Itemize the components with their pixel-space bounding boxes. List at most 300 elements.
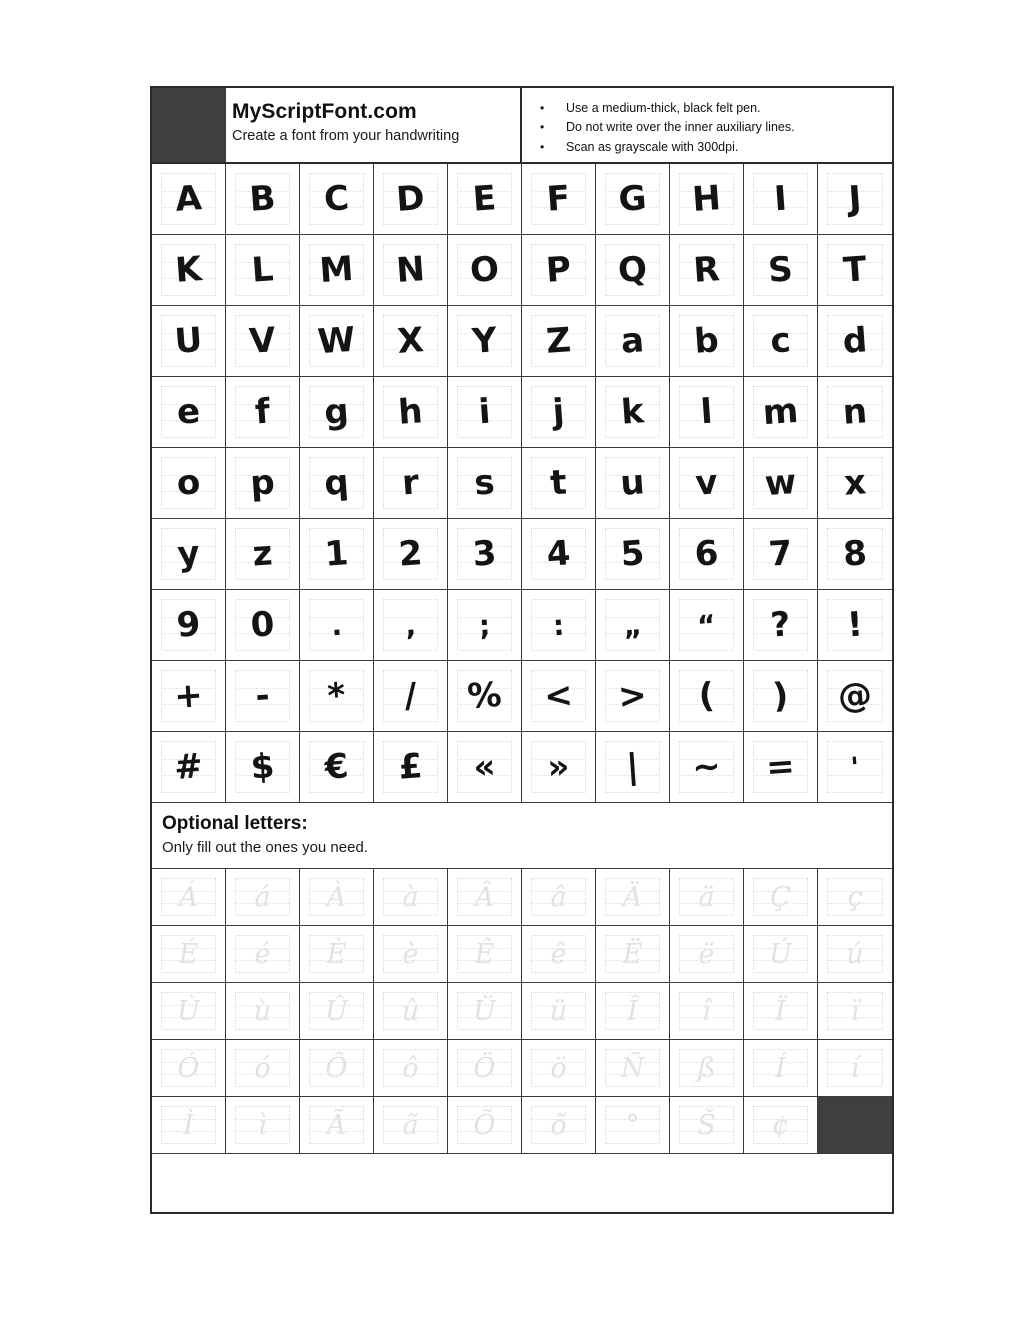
handwritten-glyph: » (546, 746, 571, 788)
handwritten-glyph: 8 (841, 533, 869, 575)
optional-template-glyph: â (550, 881, 567, 913)
handwritten-glyph: w (763, 461, 798, 505)
handwritten-glyph: « (472, 746, 497, 788)
optional-template-glyph: Í (775, 1052, 786, 1084)
optional-template-glyph: Û (325, 995, 348, 1027)
glyph-cell[interactable] (300, 732, 374, 803)
optional-glyph-cell[interactable] (152, 1040, 226, 1097)
optional-glyph-cell[interactable] (374, 1097, 448, 1154)
optional-glyph-cell[interactable] (818, 983, 892, 1040)
glyph-cell[interactable] (300, 235, 374, 306)
handwritten-glyph: / (402, 675, 419, 717)
glyph-cell[interactable] (596, 377, 670, 448)
optional-template-glyph: ï (850, 995, 860, 1027)
glyph-cell[interactable] (300, 377, 374, 448)
optional-template-glyph: Š (697, 1109, 716, 1141)
handwritten-glyph: z (251, 533, 274, 575)
handwritten-glyph: € (323, 746, 350, 788)
glyph-cell[interactable] (596, 590, 670, 661)
optional-template-glyph: Ï (775, 995, 786, 1027)
instruction-item (540, 138, 892, 157)
optional-glyph-cell[interactable] (226, 1040, 300, 1097)
brand-title: MyScriptFont.com (232, 100, 417, 123)
optional-glyph-cell[interactable] (226, 926, 300, 983)
glyph-cell[interactable] (448, 448, 522, 519)
handwritten-glyph: M (318, 248, 355, 292)
optional-glyph-cell[interactable] (300, 1040, 374, 1097)
glyph-cell[interactable] (226, 590, 300, 661)
optional-template-glyph: à (402, 881, 419, 913)
glyph-cell[interactable] (670, 519, 744, 590)
glyph-cell[interactable] (152, 732, 226, 803)
handwritten-glyph: % (466, 674, 503, 718)
handwritten-glyph: K (173, 249, 204, 291)
glyph-cell[interactable] (152, 235, 226, 306)
glyph-cell[interactable] (226, 235, 300, 306)
optional-template-glyph: Ç (770, 881, 791, 913)
handwritten-glyph: W (316, 319, 357, 363)
optional-glyph-cell[interactable] (448, 1097, 522, 1154)
optional-glyph-grid (152, 869, 892, 1154)
handwritten-glyph: h (397, 391, 424, 433)
optional-glyph-cell[interactable] (522, 1097, 596, 1154)
glyph-cell[interactable] (596, 235, 670, 306)
handwritten-glyph: V (247, 320, 278, 362)
handwritten-glyph: D (395, 178, 426, 220)
glyph-cell[interactable] (374, 164, 448, 235)
handwritten-glyph: > (616, 675, 649, 717)
glyph-cell[interactable] (670, 732, 744, 803)
glyph-cell[interactable] (744, 448, 818, 519)
optional-template-glyph: í (850, 1052, 860, 1084)
optional-template-glyph: Ö (473, 1052, 496, 1084)
optional-glyph-cell[interactable] (374, 1040, 448, 1097)
handwritten-glyph: = (764, 746, 797, 788)
optional-glyph-cell[interactable] (744, 1097, 818, 1154)
handwritten-glyph: * (326, 675, 347, 717)
handwritten-glyph: 9 (175, 604, 202, 646)
optional-template-glyph: Ô (325, 1052, 348, 1084)
handwritten-glyph: @ (836, 674, 874, 718)
handwritten-glyph: X (396, 320, 425, 362)
handwritten-glyph: O (468, 249, 501, 291)
handwritten-glyph: P (544, 249, 573, 291)
handwritten-glyph: I (772, 178, 789, 220)
brand-block (226, 88, 522, 162)
glyph-cell[interactable] (226, 377, 300, 448)
glyph-cell[interactable] (226, 306, 300, 377)
optional-template-glyph: ë (698, 938, 715, 970)
handwritten-glyph: l (699, 391, 714, 433)
glyph-cell[interactable] (448, 519, 522, 590)
optional-template-glyph: ù (253, 995, 272, 1027)
glyph-cell[interactable] (818, 732, 892, 803)
glyph-cell[interactable] (374, 306, 448, 377)
glyph-cell[interactable] (374, 519, 448, 590)
handwritten-glyph: L (250, 249, 275, 291)
optional-template-glyph: û (401, 995, 420, 1027)
optional-glyph-cell[interactable] (596, 983, 670, 1040)
glyph-cell[interactable] (300, 164, 374, 235)
glyph-cell[interactable] (818, 448, 892, 519)
handwritten-glyph: S (766, 249, 795, 291)
handwritten-glyph: + (172, 675, 205, 717)
worksheet-header (152, 88, 892, 164)
glyph-cell[interactable] (226, 661, 300, 732)
optional-template-glyph: ê (550, 938, 567, 970)
handwritten-glyph: < (542, 675, 575, 717)
instructions-list (522, 88, 892, 162)
optional-template-glyph: Õ (473, 1109, 496, 1141)
glyph-cell[interactable] (818, 306, 892, 377)
glyph-cell[interactable] (670, 306, 744, 377)
handwritten-glyph: 1 (323, 533, 350, 575)
handwritten-glyph: ) (771, 675, 790, 717)
handwritten-glyph: Z (544, 320, 573, 362)
handwritten-glyph: # (172, 746, 205, 788)
registration-mark-block (818, 1097, 892, 1154)
optional-template-glyph: Ê (474, 938, 495, 970)
glyph-cell[interactable] (448, 306, 522, 377)
instruction-text: Do not write over the inner auxiliary lines. (566, 120, 795, 135)
glyph-cell[interactable] (448, 377, 522, 448)
handwritten-glyph: “ (696, 607, 717, 643)
optional-template-glyph: Ë (622, 938, 643, 970)
logo-block (152, 88, 226, 162)
optional-glyph-cell[interactable] (152, 869, 226, 926)
handwritten-glyph: A (173, 178, 204, 220)
optional-glyph-cell[interactable] (596, 1097, 670, 1154)
glyph-cell[interactable] (522, 448, 596, 519)
glyph-cell[interactable] (300, 519, 374, 590)
glyph-cell[interactable] (744, 235, 818, 306)
handwritten-glyph: „ (622, 607, 643, 643)
optional-title: Optional letters: (162, 813, 308, 834)
brand-subtitle: Create a font from your handwriting (232, 128, 460, 145)
glyph-cell[interactable] (596, 519, 670, 590)
glyph-cell[interactable] (522, 235, 596, 306)
optional-glyph-cell[interactable] (596, 869, 670, 926)
glyph-cell[interactable] (448, 235, 522, 306)
glyph-cell[interactable] (522, 306, 596, 377)
optional-template-glyph: è (402, 938, 419, 970)
glyph-cell[interactable] (226, 164, 300, 235)
handwritten-glyph: b (692, 320, 721, 362)
handwritten-glyph: x (842, 462, 868, 504)
optional-template-glyph: Á (178, 881, 199, 913)
optional-glyph-cell[interactable] (522, 869, 596, 926)
optional-glyph-cell[interactable] (300, 869, 374, 926)
handwritten-glyph: B (248, 178, 277, 220)
optional-glyph-cell[interactable] (152, 1097, 226, 1154)
optional-template-glyph: Î (627, 995, 638, 1027)
optional-glyph-cell[interactable] (670, 1097, 744, 1154)
optional-glyph-cell[interactable] (448, 1040, 522, 1097)
optional-glyph-cell[interactable] (300, 926, 374, 983)
handwritten-glyph: ; (477, 608, 492, 642)
handwritten-glyph: £ (397, 746, 424, 788)
glyph-cell[interactable] (448, 732, 522, 803)
optional-glyph-cell[interactable] (448, 869, 522, 926)
handwritten-glyph: p (248, 462, 277, 504)
optional-glyph-cell[interactable] (152, 926, 226, 983)
glyph-cell[interactable] (152, 519, 226, 590)
handwritten-glyph: E (471, 178, 498, 220)
optional-glyph-cell[interactable] (744, 1040, 818, 1097)
glyph-cell[interactable] (152, 661, 226, 732)
optional-glyph-cell[interactable] (522, 983, 596, 1040)
handwritten-glyph: k (619, 391, 646, 433)
handwritten-glyph: G (617, 178, 648, 220)
optional-glyph-cell[interactable] (522, 926, 596, 983)
glyph-cell[interactable] (670, 448, 744, 519)
glyph-cell[interactable] (522, 732, 596, 803)
handwritten-glyph: J (847, 178, 863, 220)
bullet-icon: • (540, 101, 545, 115)
glyph-cell[interactable] (226, 732, 300, 803)
optional-template-glyph: Ñ (620, 1052, 645, 1084)
optional-glyph-cell[interactable] (818, 869, 892, 926)
optional-glyph-cell[interactable] (670, 1040, 744, 1097)
optional-glyph-cell[interactable] (744, 869, 818, 926)
optional-template-glyph: Ì (183, 1109, 194, 1141)
glyph-grid (152, 164, 892, 803)
glyph-cell[interactable] (522, 519, 596, 590)
optional-template-glyph: Ä (622, 881, 643, 913)
handwritten-glyph: 7 (767, 533, 794, 575)
handwritten-glyph: : (551, 608, 566, 642)
optional-glyph-cell[interactable] (818, 1040, 892, 1097)
optional-template-glyph: é (254, 938, 271, 970)
handwritten-glyph: N (394, 249, 427, 291)
optional-glyph-cell[interactable] (152, 983, 226, 1040)
handwritten-glyph: 0 (249, 604, 276, 646)
optional-template-glyph: ú (846, 938, 864, 970)
optional-template-glyph: ä (698, 881, 715, 913)
optional-glyph-cell[interactable] (670, 983, 744, 1040)
handwritten-glyph: j (551, 391, 566, 433)
optional-template-glyph: Ü (473, 995, 496, 1027)
optional-template-glyph: Ù (177, 995, 200, 1027)
optional-template-glyph: á (254, 881, 271, 913)
instruction-text: Use a medium-thick, black felt pen. (566, 101, 761, 115)
optional-template-glyph: ° (625, 1109, 640, 1141)
glyph-cell[interactable] (374, 661, 448, 732)
handwritten-glyph: ( (697, 675, 716, 717)
optional-template-glyph: Ú (769, 938, 792, 970)
optional-glyph-cell[interactable] (448, 983, 522, 1040)
glyph-cell[interactable] (596, 661, 670, 732)
handwritten-glyph: - (254, 675, 271, 717)
glyph-cell[interactable] (818, 519, 892, 590)
instruction-item (540, 99, 892, 118)
optional-glyph-cell[interactable] (448, 926, 522, 983)
handwritten-glyph: 2 (397, 533, 424, 575)
handwritten-glyph: u (619, 462, 646, 504)
handwritten-glyph: n (841, 391, 869, 433)
optional-template-glyph: Ã (326, 1109, 347, 1141)
optional-glyph-cell[interactable] (226, 983, 300, 1040)
worksheet-page (150, 86, 894, 1214)
glyph-cell[interactable] (448, 164, 522, 235)
optional-template-glyph: î (702, 995, 711, 1027)
optional-glyph-cell[interactable] (300, 1097, 374, 1154)
optional-glyph-cell[interactable] (670, 926, 744, 983)
optional-template-glyph: õ (550, 1109, 567, 1141)
glyph-cell[interactable] (374, 732, 448, 803)
handwritten-glyph: $ (249, 746, 276, 788)
handwritten-glyph: d (841, 320, 869, 362)
glyph-cell[interactable] (226, 448, 300, 519)
glyph-cell[interactable] (522, 377, 596, 448)
optional-glyph-cell[interactable] (374, 869, 448, 926)
handwritten-glyph: Y (470, 320, 499, 362)
glyph-cell[interactable] (818, 235, 892, 306)
glyph-cell[interactable] (374, 448, 448, 519)
glyph-cell[interactable] (152, 590, 226, 661)
glyph-cell[interactable] (300, 448, 374, 519)
handwritten-glyph: s (473, 462, 496, 504)
handwritten-glyph: R (692, 249, 721, 291)
glyph-cell[interactable] (226, 519, 300, 590)
glyph-cell[interactable] (448, 661, 522, 732)
glyph-cell[interactable] (300, 590, 374, 661)
glyph-cell[interactable] (670, 590, 744, 661)
handwritten-glyph: f (253, 391, 272, 433)
optional-subtitle: Only fill out the ones you need. (162, 838, 368, 856)
glyph-cell[interactable] (152, 377, 226, 448)
handwritten-glyph: , (404, 608, 417, 642)
glyph-cell[interactable] (374, 235, 448, 306)
glyph-cell[interactable] (374, 590, 448, 661)
optional-template-glyph: À (326, 881, 347, 913)
glyph-cell[interactable] (744, 732, 818, 803)
glyph-cell[interactable] (596, 732, 670, 803)
handwritten-glyph: . (330, 608, 343, 642)
handwritten-glyph: g (322, 391, 351, 433)
glyph-cell[interactable] (744, 377, 818, 448)
optional-letters-header (152, 803, 892, 869)
glyph-cell[interactable] (300, 306, 374, 377)
glyph-cell[interactable] (744, 590, 818, 661)
optional-template-glyph: Â (474, 881, 495, 913)
bullet-icon: • (540, 120, 545, 135)
glyph-cell[interactable] (300, 661, 374, 732)
optional-template-glyph: ó (254, 1052, 271, 1084)
handwritten-glyph: 6 (693, 533, 720, 575)
optional-template-glyph: ß (697, 1052, 716, 1084)
handwritten-glyph: v (694, 462, 719, 504)
handwritten-glyph: a (619, 320, 646, 362)
optional-template-glyph: ô (402, 1052, 419, 1084)
optional-template-glyph: ¢ (771, 1109, 790, 1141)
optional-template-glyph: ã (402, 1109, 419, 1141)
handwritten-glyph: Q (616, 249, 649, 291)
handwritten-glyph: F (545, 178, 572, 220)
handwritten-glyph: U (173, 320, 204, 362)
handwritten-glyph: c (769, 320, 792, 362)
handwritten-glyph: e (175, 391, 202, 433)
handwritten-glyph: r (400, 462, 421, 504)
handwritten-glyph: 5 (619, 533, 646, 575)
optional-glyph-cell[interactable] (596, 926, 670, 983)
optional-glyph-cell[interactable] (744, 926, 818, 983)
optional-template-glyph: ü (549, 995, 568, 1027)
optional-template-glyph: È (326, 938, 347, 970)
optional-glyph-cell[interactable] (226, 869, 300, 926)
glyph-cell[interactable] (596, 306, 670, 377)
optional-glyph-cell[interactable] (596, 1040, 670, 1097)
handwritten-glyph: t (548, 462, 569, 504)
handwritten-glyph: q (322, 462, 351, 504)
handwritten-glyph: ? (769, 604, 792, 646)
instruction-text: Scan as grayscale with 300dpi. (566, 139, 739, 154)
glyph-cell[interactable] (152, 164, 226, 235)
handwritten-glyph: i (477, 391, 492, 433)
optional-glyph-cell[interactable] (226, 1097, 300, 1154)
handwritten-glyph: C (322, 178, 351, 220)
glyph-cell[interactable] (818, 164, 892, 235)
glyph-cell[interactable] (670, 235, 744, 306)
glyph-cell[interactable] (744, 519, 818, 590)
optional-glyph-cell[interactable] (818, 926, 892, 983)
glyph-cell[interactable] (448, 590, 522, 661)
handwritten-glyph: ' (849, 750, 861, 784)
optional-glyph-cell[interactable] (374, 983, 448, 1040)
glyph-cell[interactable] (818, 377, 892, 448)
glyph-cell[interactable] (744, 661, 818, 732)
optional-template-glyph: ì (258, 1109, 267, 1141)
optional-glyph-cell[interactable] (300, 983, 374, 1040)
optional-template-glyph: Ó (177, 1052, 200, 1084)
optional-template-glyph: É (178, 938, 199, 970)
optional-glyph-cell[interactable] (744, 983, 818, 1040)
glyph-cell[interactable] (596, 164, 670, 235)
glyph-cell[interactable] (522, 164, 596, 235)
handwritten-glyph: ! (845, 604, 865, 646)
optional-glyph-cell[interactable] (522, 1040, 596, 1097)
optional-template-glyph: ç (847, 881, 863, 913)
handwritten-glyph: 3 (471, 533, 498, 575)
handwritten-glyph: o (175, 462, 202, 504)
handwritten-glyph: H (690, 178, 723, 220)
optional-template-glyph: ö (550, 1052, 567, 1084)
handwritten-glyph: m (761, 390, 800, 434)
handwritten-glyph: 4 (545, 533, 572, 575)
optional-glyph-cell[interactable] (374, 926, 448, 983)
glyph-cell[interactable] (522, 590, 596, 661)
handwritten-glyph: T (842, 249, 868, 291)
glyph-cell[interactable] (152, 448, 226, 519)
glyph-cell[interactable] (818, 590, 892, 661)
glyph-cell[interactable] (670, 661, 744, 732)
optional-glyph-cell[interactable] (670, 869, 744, 926)
glyph-cell[interactable] (522, 661, 596, 732)
glyph-cell[interactable] (596, 448, 670, 519)
handwritten-glyph: | (624, 746, 641, 788)
glyph-cell[interactable] (374, 377, 448, 448)
glyph-cell[interactable] (744, 306, 818, 377)
glyph-cell[interactable] (818, 661, 892, 732)
bullet-icon: • (540, 139, 545, 154)
handwritten-glyph: y (176, 533, 201, 575)
glyph-cell[interactable] (670, 164, 744, 235)
instruction-item (540, 118, 892, 137)
handwritten-glyph: ~ (690, 746, 723, 788)
glyph-cell[interactable] (744, 164, 818, 235)
glyph-cell[interactable] (670, 377, 744, 448)
glyph-cell[interactable] (152, 306, 226, 377)
